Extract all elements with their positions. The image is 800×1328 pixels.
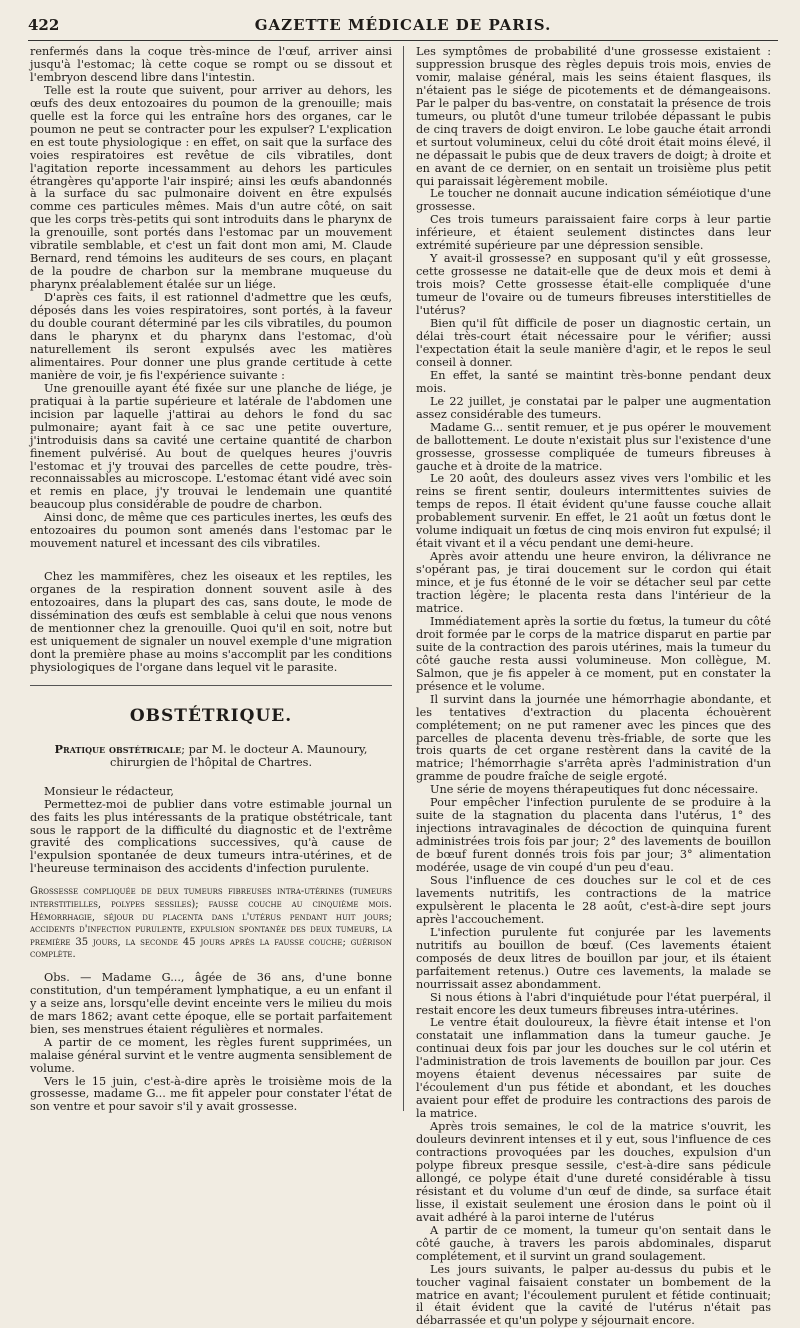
section-title: OBSTÉTRIQUE. xyxy=(129,705,293,726)
right-column xyxy=(416,45,771,1328)
paragraph: Sous l'influence de ces douches sur le col et de ces lavements nutritifs, les contractions de la matrice expulsèrent le placenta le 28 août, c'est-à-dire sept jours après l'accouchement. xyxy=(416,874,771,926)
paragraph: D'après ces faits, il est rationnel d'admettre que les œufs, déposés dans les voies respiratoires, sont portés, à la faveur du double courant déterminé par les cils vibratiles, du poumon dans le pharynx et du pharynx dans l'estomac, d'où naturellement ils seront expulsés avec les matières alimentaires. Pour donner une plus grande certitude à cette manière de voir, je fis l'expérience suivante : xyxy=(30,291,392,382)
paragraph: Y avait-il grossesse? en supposant qu'il y eût grossesse, cette grossesse ne datait-elle que de deux mois et demi à trois mois? Cette grossesse était-elle compliquée d'une tumeur de l'ovaire ou de tumeurs fibreuses interstitielles de l'utérus? xyxy=(416,252,771,318)
paragraph: Pour empêcher l'infection purulente de se produire à la suite de la stagnation du placenta dans l'utérus, 1° des injections intravaginales de décoction de quinquina furent administrées trois fois par jour; 2° des lavements de bouillon de bœuf furent donnés trois fois par jour; 3° alimentation modérée, usage de vin coupé d'un peu d'eau. xyxy=(416,796,771,875)
paragraph: Chez les mammifères, chez les oiseaux et les reptiles, les organes de la respiration donnent souvent asile à des entozoaires, dans la plupart des cas, sans doute, le mode de dissémination des œufs est semblable à celui que nous venons de mentionner chez la grenouille. Quoi qu'il en soit, notre but est uniquement de signaler un nouvel exemple d'une migration dont la première phase au moins s'accomplit par les conditions physiologiques de l'organe dans lequel vit le parasite. xyxy=(30,570,392,674)
paragraph: Immédiatement après la sortie du fœtus, la tumeur du côté droit formée par le corps de la matrice disparut en partie par suite de la contraction des parois utérines, mais la tumeur du côté gauche resta aussi volumineuse. Mon collègue, M. Salmon, que je fis appeler à ce moment, put en constater la présence et le volume. xyxy=(416,614,771,693)
left-column xyxy=(30,45,392,1114)
byline-label: Pratique obstétricale xyxy=(54,741,182,756)
paragraph: Vers le 15 juin, c'est-à-dire après le troisième mois de la grossesse, madame G... me fit appeler pour constater l'état de son ventre et pour savoir s'il y avait grossesse. xyxy=(30,1074,392,1114)
paragraph: L'infection purulente fut conjurée par les lavements nutritifs au bouillon de bœuf. (Ces lavements étaient composés de deux litres de bouillon par jour, et ils étaient parfaitement retenus.) Outre ces lavements, la malade se nourrissait assez abondamment. xyxy=(416,925,771,991)
salutation: Monsieur le rédacteur, xyxy=(44,784,174,798)
paragraph: Madame G... sentit remuer, et je pus opérer le mouvement de ballottement. Le doute n'existait plus sur l'existence d'une grossesse, grossesse compliquée de tumeurs fibreuses à gauche et à droite de la matrice. xyxy=(416,420,771,473)
paragraph: Bien qu'il fût difficile de poser un diagnostic certain, un délai très-court était nécessaire pour le vérifier; aussi l'expectation était la seule manière d'agir, et le repos le seul conseil à donner. xyxy=(416,317,771,369)
paragraph: Une grenouille ayant été fixée sur une planche de liége, je pratiquai à la partie supérieure et latérale de l'abdomen une incision par laquelle j'attirai au dehors le fond du sac pulmonaire; ayant fait à ce sac une petite ouverture, j'introduisis dans sa cavité une certaine quantité de charbon finement pulvérisé. Au bout de quelques heures j'ouvris l'estomac et j'y trouvai des parcelles de cette poudre, très-reconnaissables au microscope. L'estomac étant vidé avec soin et remis en place, j'y trouvai le lendemain une quantité beaucoup plus considérable de poudre de charbon. xyxy=(30,381,392,512)
paragraph: Le 22 juillet, je constatai par le palper une augmentation assez considérable des tumeurs. xyxy=(416,394,771,421)
paragraph: Les symptômes de probabilité d'une grossesse existaient : suppression brusque des règles depuis trois mois, envies de vomir, malaise général, mais les seins étaient flasques, ils n'étaient pas le siége de picotements et de démangeaisons. Par le palper du bas-ventre, on constatait la présence de trois tumeurs, ou plutôt d'une tumeur trilobée dépassant le pubis de cinq travers de doigt environ. Le lobe gauche était arrondi et surtout volumineux, celui du côté droit était moins élevé, il ne dépassait le pubis que de deux travers de doigt; à droite et en avant de ce dernier, on en sentait un troisième plus petit qui paraissait légèrement mobile. xyxy=(416,45,771,188)
paragraph: Les jours suivants, le palper au-dessus du pubis et le toucher vaginal faisaient constater un bombement de la matrice en avant; l'écoulement purulent et fétide continuait; il était évident que la cavité de l'utérus n'était pas débarrassée et qu'un polype y séjournait encore. xyxy=(416,1262,771,1328)
case-summary: Grossesse compliquée de deux tumeurs fibreuses intra-utérines (tumeurs interstitielles, polypes sessiles); fausse couche au cinquième mois. Hémorrhagie, séjour du placenta dans l'utérus pendant huit jours; accidents d'infection purulente, expulsion spontanée des deux tumeurs, la première 35 jours, la seconde 45 jours après la fausse couche; guérison complète. xyxy=(30,886,392,961)
paragraph: En effet, la santé se maintint très-bonne pendant deux mois. xyxy=(416,368,771,395)
paragraph: Le 20 août, des douleurs assez vives vers l'ombilic et les reins se firent sentir, douleurs intermittentes suivies de temps de repos. Il était évident qu'une fausse couche allait probablement survenir. En effet, le 21 août un fœtus dont le volume indiquait un fœtus de cinq mois environ fut expulsé; il était vivant et il a vécu pendant une demi-heure. xyxy=(416,472,771,551)
paragraph: Telle est la route que suivent, pour arriver au dehors, les œufs des deux entozoaires du poumon de la grenouille; mais quelle est la force qui les entraîne hors des organes, car le poumon ne peut se contracter pour les expulser? L'explication en est toute physiologique : en effet, on sait que la surface des voies respiratoires est revêtue de cils vibratiles, dont l'agitation reporte incessamment au dehors les particules étrangères qu'apporte l'air inspiré; ainsi les œufs abandonnés à la surface du sac pulmonaire doivent en être expulsés comme ces particules mêmes. Mais d'un autre côté, on sait que les corps très-petits qui sont introduits dans le pharynx de la grenouille, sont portés dans l'estomac par un mouvement vibratile semblable, et c'est un fait dont mon ami, M. Claude Bernard, rend témoins les auditeurs de ses cours, en plaçant de la poudre de charbon sur la membrane muqueuse du pharynx préalablement étalée sur un liége. xyxy=(30,83,392,292)
paragraph: Ainsi donc, de même que ces particules inertes, les œufs des entozoaires du poumon sont amenés dans l'estomac par le mouvement naturel et incessant des cils vibratiles. xyxy=(30,511,392,551)
journal-title: GAZETTE MÉDICALE DE PARIS. xyxy=(254,16,552,34)
page-number: 422 xyxy=(28,16,60,34)
column-divider xyxy=(403,46,404,1111)
section-divider xyxy=(30,685,392,686)
paragraph: Permettez-moi de publier dans votre estimable journal un des faits les plus intéressants de la pratique obstétricale, tant sous le rapport de la difficulté du diagnostic et de l'extrême gravité des complications successives, qu'à cause de l'expulsion spontanée de deux tumeurs intra-utérines, et de l'heureuse terminaison des accidents d'infection purulente. xyxy=(30,797,392,876)
paragraph: Si nous étions à l'abri d'inquiétude pour l'état puerpéral, il restait encore les deux tumeurs fibreuses intra-utérines. xyxy=(416,990,771,1017)
paragraph: A partir de ce moment, les règles furent supprimées, un malaise général survint et le ventre augmenta sensiblement de volume. xyxy=(30,1035,392,1075)
paragraph: Le ventre était douloureux, la fièvre était intense et l'on constatait une inflammation dans la tumeur gauche. Je continuai deux fois par jour les douches sur le col utérin et l'administration de trois lavements de bouillon par jour. Ces moyens étaient devenus nécessaires par suite de l'écoulement d'un pus fétide et abondant, et les douches avaient pour effet de produire les contractions des parois de la matrice. xyxy=(416,1016,771,1121)
page-header xyxy=(28,14,778,41)
paragraph: Après trois semaines, le col de la matrice s'ouvrit, les douleurs devinrent intenses et il y eut, sous l'influence de ces contractions provoquées par les douches, expulsion d'un polype fibreux presque sessile, c'est-à-dire sans pédicule allongé, ce polype était d'une dureté considérable à tissu résistant et du volume d'un œuf de dinde, sa surface était lisse, il existait seulement une érosion dans le point où il avait adhéré à la paroi interne de l'utérus xyxy=(416,1120,771,1224)
article-byline xyxy=(30,743,392,770)
paragraph: A partir de ce moment, la tumeur qu'on sentait dans le côté gauche, à travers les parois abdominales, disparut complétement, et il survint un grand soulagement. xyxy=(416,1223,771,1263)
paragraph: renfermés dans la coque très-mince de l'œuf, arriver ainsi jusqu'à l'estomac; là cette coque se rompt ou se dissout et l'embryon descend libre dans l'intestin. xyxy=(30,45,392,84)
paragraph: Il survint dans la journée une hémorrhagie abondante, et les tentatives d'extraction du placenta échouèrent complétement; on ne put ramener avec les pinces que des parcelles de placenta devenu très-friable, de sorte que les trois quarts de cet organe restèrent dans la cavité de la matrice; l'hémorrhagie s'arrêta après l'administration d'un gramme de poudre fraîche de seigle ergoté. xyxy=(416,692,771,784)
paragraph: Obs. — Madame G..., âgée de 36 ans, d'une bonne constitution, d'un tempérament lymphatique, a eu un enfant il y a seize ans, lorsqu'elle devint enceinte vers le milieu du mois de mars 1862; avant cette époque, elle se portait parfaitement bien, ses menstrues étaient régulières et normales. xyxy=(30,970,392,1036)
byline-text: ; par M. le docteur A. Maunoury, chirurgien de l'hôpital de Chartres. xyxy=(109,742,368,769)
spacer xyxy=(30,551,392,571)
paragraph: Ces trois tumeurs paraissaient faire corps à leur partie inférieure, et étaient seulement distinctes dans leur extrémité supérieure par une dépression sensible. xyxy=(416,213,771,253)
paragraph: Une série de moyens thérapeutiques fut donc nécessaire. xyxy=(430,783,759,797)
paragraph: Le toucher ne donnait aucune indication séméiotique d'une grossesse. xyxy=(416,187,771,214)
paragraph: Après avoir attendu une heure environ, la délivrance ne s'opérant pas, je tirai doucement sur le cordon qui était mince, et je fus étonné de le voir se détacher seul par cette traction légère; le placenta resta dans l'intérieur de la matrice. xyxy=(416,550,771,615)
